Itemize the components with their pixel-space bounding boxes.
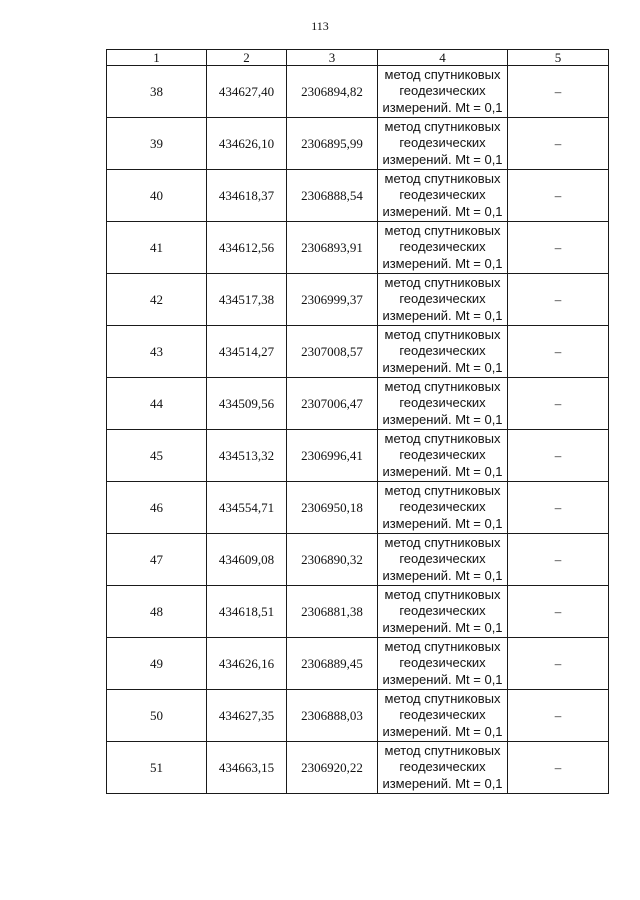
method-cell [378, 274, 508, 326]
y-coordinate-cell: 2307006,47 [287, 378, 378, 430]
method-text-line: метод спутниковых [384, 742, 501, 758]
point-number-cell: 45 [107, 430, 207, 482]
method-cell [378, 170, 508, 222]
point-number-cell: 40 [107, 170, 207, 222]
method-cell [378, 482, 508, 534]
note-cell: – [508, 586, 609, 638]
y-coordinate-cell: 2306881,38 [287, 586, 378, 638]
method-text-line: измерений. Mt = 0,1 [382, 307, 503, 323]
point-number-cell: 48 [107, 586, 207, 638]
x-coordinate-cell: 434663,15 [207, 742, 287, 794]
method-text-line: измерений. Mt = 0,1 [382, 151, 503, 167]
point-number-cell: 39 [107, 118, 207, 170]
method-text-line: измерений. Mt = 0,1 [382, 671, 503, 687]
point-number-cell: 51 [107, 742, 207, 794]
note-cell: – [508, 66, 609, 118]
table-body [107, 66, 609, 794]
method-text-line: измерений. Mt = 0,1 [382, 775, 503, 791]
method-cell [378, 326, 508, 378]
method-text-line: измерений. Mt = 0,1 [382, 359, 503, 375]
point-number-cell: 46 [107, 482, 207, 534]
y-coordinate-cell: 2306895,99 [287, 118, 378, 170]
method-text-line: метод спутниковых [384, 66, 501, 82]
method-text-line: измерений. Mt = 0,1 [382, 619, 503, 635]
table-row [107, 222, 609, 274]
y-coordinate-cell: 2306893,91 [287, 222, 378, 274]
page-number: 113 [311, 19, 329, 33]
note-cell: – [508, 690, 609, 742]
method-cell [378, 586, 508, 638]
note-cell: – [508, 638, 609, 690]
method-cell [378, 690, 508, 742]
table-row [107, 742, 609, 794]
column-header-1: 1 [107, 50, 207, 66]
method-cell [378, 66, 508, 118]
header-row [107, 50, 609, 66]
coordinates-table [106, 49, 609, 794]
method-text-line: метод спутниковых [384, 274, 501, 290]
x-coordinate-cell: 434626,16 [207, 638, 287, 690]
note-cell: – [508, 326, 609, 378]
y-coordinate-cell: 2306889,45 [287, 638, 378, 690]
table-row [107, 66, 609, 118]
method-text-line: метод спутниковых [384, 690, 501, 706]
method-text-line: измерений. Mt = 0,1 [382, 567, 503, 583]
method-text-line: геодезических [399, 603, 486, 619]
method-text-line: геодезических [399, 655, 486, 671]
table-row [107, 534, 609, 586]
method-text-line: геодезических [399, 447, 486, 463]
x-coordinate-cell: 434609,08 [207, 534, 287, 586]
x-coordinate-cell: 434517,38 [207, 274, 287, 326]
note-cell: – [508, 430, 609, 482]
column-header-4: 4 [378, 50, 508, 66]
note-cell: – [508, 274, 609, 326]
point-number-cell: 43 [107, 326, 207, 378]
method-text-line: геодезических [399, 83, 486, 99]
x-coordinate-cell: 434627,35 [207, 690, 287, 742]
y-coordinate-cell: 2307008,57 [287, 326, 378, 378]
method-cell [378, 742, 508, 794]
method-text-line: метод спутниковых [384, 378, 501, 394]
method-text-line: измерений. Mt = 0,1 [382, 411, 503, 427]
method-text-line: метод спутниковых [384, 170, 501, 186]
method-text-line: геодезических [399, 395, 486, 411]
x-coordinate-cell: 434514,27 [207, 326, 287, 378]
x-coordinate-cell: 434612,56 [207, 222, 287, 274]
table-row [107, 170, 609, 222]
note-cell: – [508, 482, 609, 534]
x-coordinate-cell: 434554,71 [207, 482, 287, 534]
method-text-line: геодезических [399, 343, 486, 359]
note-cell: – [508, 742, 609, 794]
method-text-line: измерений. Mt = 0,1 [382, 723, 503, 739]
point-number-cell: 41 [107, 222, 207, 274]
method-text-line: метод спутниковых [384, 638, 501, 654]
method-text-line: геодезических [399, 291, 486, 307]
method-text-line: геодезических [399, 707, 486, 723]
y-coordinate-cell: 2306999,37 [287, 274, 378, 326]
method-text-line: геодезических [399, 135, 486, 151]
table-header [107, 50, 609, 66]
note-cell: – [508, 170, 609, 222]
method-text-line: геодезических [399, 551, 486, 567]
note-cell: – [508, 534, 609, 586]
x-coordinate-cell: 434618,37 [207, 170, 287, 222]
note-cell: – [508, 222, 609, 274]
method-text-line: геодезических [399, 239, 486, 255]
method-text-line: метод спутниковых [384, 586, 501, 602]
method-text-line: метод спутниковых [384, 534, 501, 550]
method-text-line: измерений. Mt = 0,1 [382, 515, 503, 531]
method-text-line: геодезических [399, 187, 486, 203]
x-coordinate-cell: 434627,40 [207, 66, 287, 118]
method-text-line: метод спутниковых [384, 326, 501, 342]
method-text-line: измерений. Mt = 0,1 [382, 99, 503, 115]
method-text-line: метод спутниковых [384, 222, 501, 238]
method-cell [378, 534, 508, 586]
method-text-line: метод спутниковых [384, 118, 501, 134]
method-cell [378, 378, 508, 430]
method-cell [378, 118, 508, 170]
method-text-line: метод спутниковых [384, 430, 501, 446]
column-header-5: 5 [508, 50, 609, 66]
method-text-line: измерений. Mt = 0,1 [382, 463, 503, 479]
method-text-line: измерений. Mt = 0,1 [382, 255, 503, 271]
point-number-cell: 47 [107, 534, 207, 586]
method-cell [378, 222, 508, 274]
note-cell: – [508, 378, 609, 430]
point-number-cell: 49 [107, 638, 207, 690]
table-row [107, 638, 609, 690]
table-row [107, 118, 609, 170]
table-row [107, 378, 609, 430]
y-coordinate-cell: 2306950,18 [287, 482, 378, 534]
table-row [107, 690, 609, 742]
method-text-line: метод спутниковых [384, 482, 501, 498]
column-header-3: 3 [287, 50, 378, 66]
x-coordinate-cell: 434618,51 [207, 586, 287, 638]
y-coordinate-cell: 2306890,32 [287, 534, 378, 586]
y-coordinate-cell: 2306894,82 [287, 66, 378, 118]
table-row [107, 482, 609, 534]
point-number-cell: 42 [107, 274, 207, 326]
x-coordinate-cell: 434509,56 [207, 378, 287, 430]
table-row [107, 586, 609, 638]
point-number-cell: 38 [107, 66, 207, 118]
method-text-line: измерений. Mt = 0,1 [382, 203, 503, 219]
method-text-line: геодезических [399, 499, 486, 515]
table-row [107, 430, 609, 482]
point-number-cell: 50 [107, 690, 207, 742]
table-row [107, 326, 609, 378]
column-header-2: 2 [207, 50, 287, 66]
x-coordinate-cell: 434513,32 [207, 430, 287, 482]
y-coordinate-cell: 2306888,03 [287, 690, 378, 742]
point-number-cell: 44 [107, 378, 207, 430]
y-coordinate-cell: 2306996,41 [287, 430, 378, 482]
method-text-line: геодезических [399, 759, 486, 775]
y-coordinate-cell: 2306920,22 [287, 742, 378, 794]
method-cell [378, 430, 508, 482]
y-coordinate-cell: 2306888,54 [287, 170, 378, 222]
table-row [107, 274, 609, 326]
x-coordinate-cell: 434626,10 [207, 118, 287, 170]
note-cell: – [508, 118, 609, 170]
method-cell [378, 638, 508, 690]
